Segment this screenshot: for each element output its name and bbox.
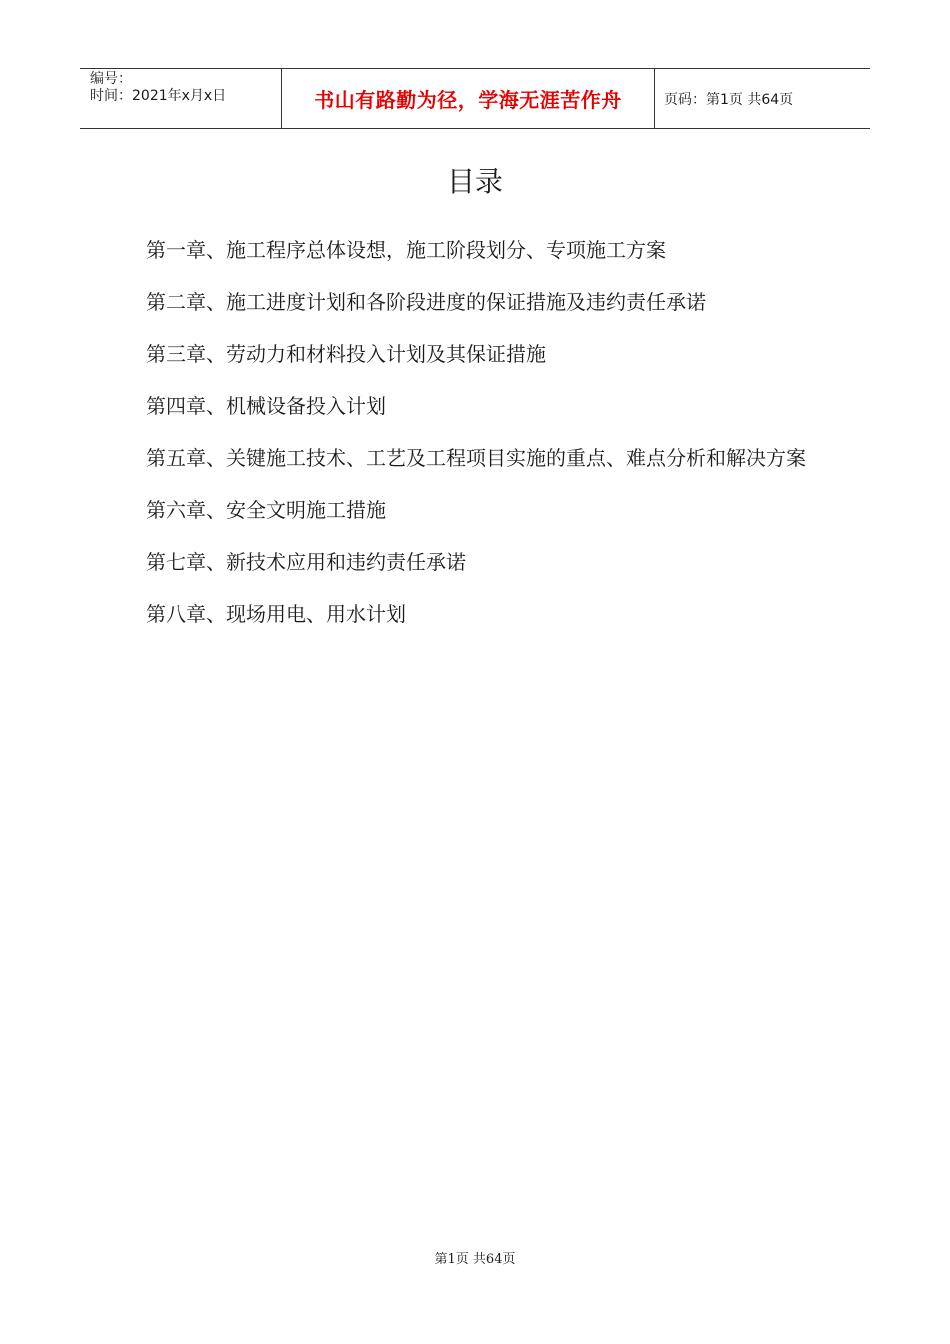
toc-title: 目录 (446, 165, 503, 198)
number-label: 编号： (90, 71, 132, 87)
header-meta (80, 69, 282, 128)
header-page-info: 页码：第1页 共64页 (664, 91, 794, 108)
page-header (80, 68, 870, 129)
toc-item: 第七章、新技术应用和违约责任承诺 (146, 550, 466, 574)
toc-item: 第八章、现场用电、用水计划 (146, 602, 406, 626)
date-label: 时间：2021年x月x日 (90, 88, 227, 104)
toc-item: 第六章、安全文明施工措施 (146, 498, 386, 522)
toc-item: 第二章、施工进度计划和各阶段进度的保证措施及违约责任承诺 (146, 290, 706, 314)
toc-item: 第四章、机械设备投入计划 (146, 394, 386, 418)
toc-list (146, 232, 816, 648)
toc-item: 第一章、施工程序总体设想，施工阶段划分、专项施工方案 (146, 238, 666, 262)
toc-item: 第三章、劳动力和材料投入计划及其保证措施 (146, 342, 546, 366)
page-footer: 第1页 共64页 (434, 1252, 516, 1267)
header-motto: 书山有路勤为径，学海无涯苦作舟 (282, 69, 655, 128)
toc-item: 第五章、关键施工技术、工艺及工程项目实施的重点、难点分析和解决方案 (146, 446, 806, 470)
